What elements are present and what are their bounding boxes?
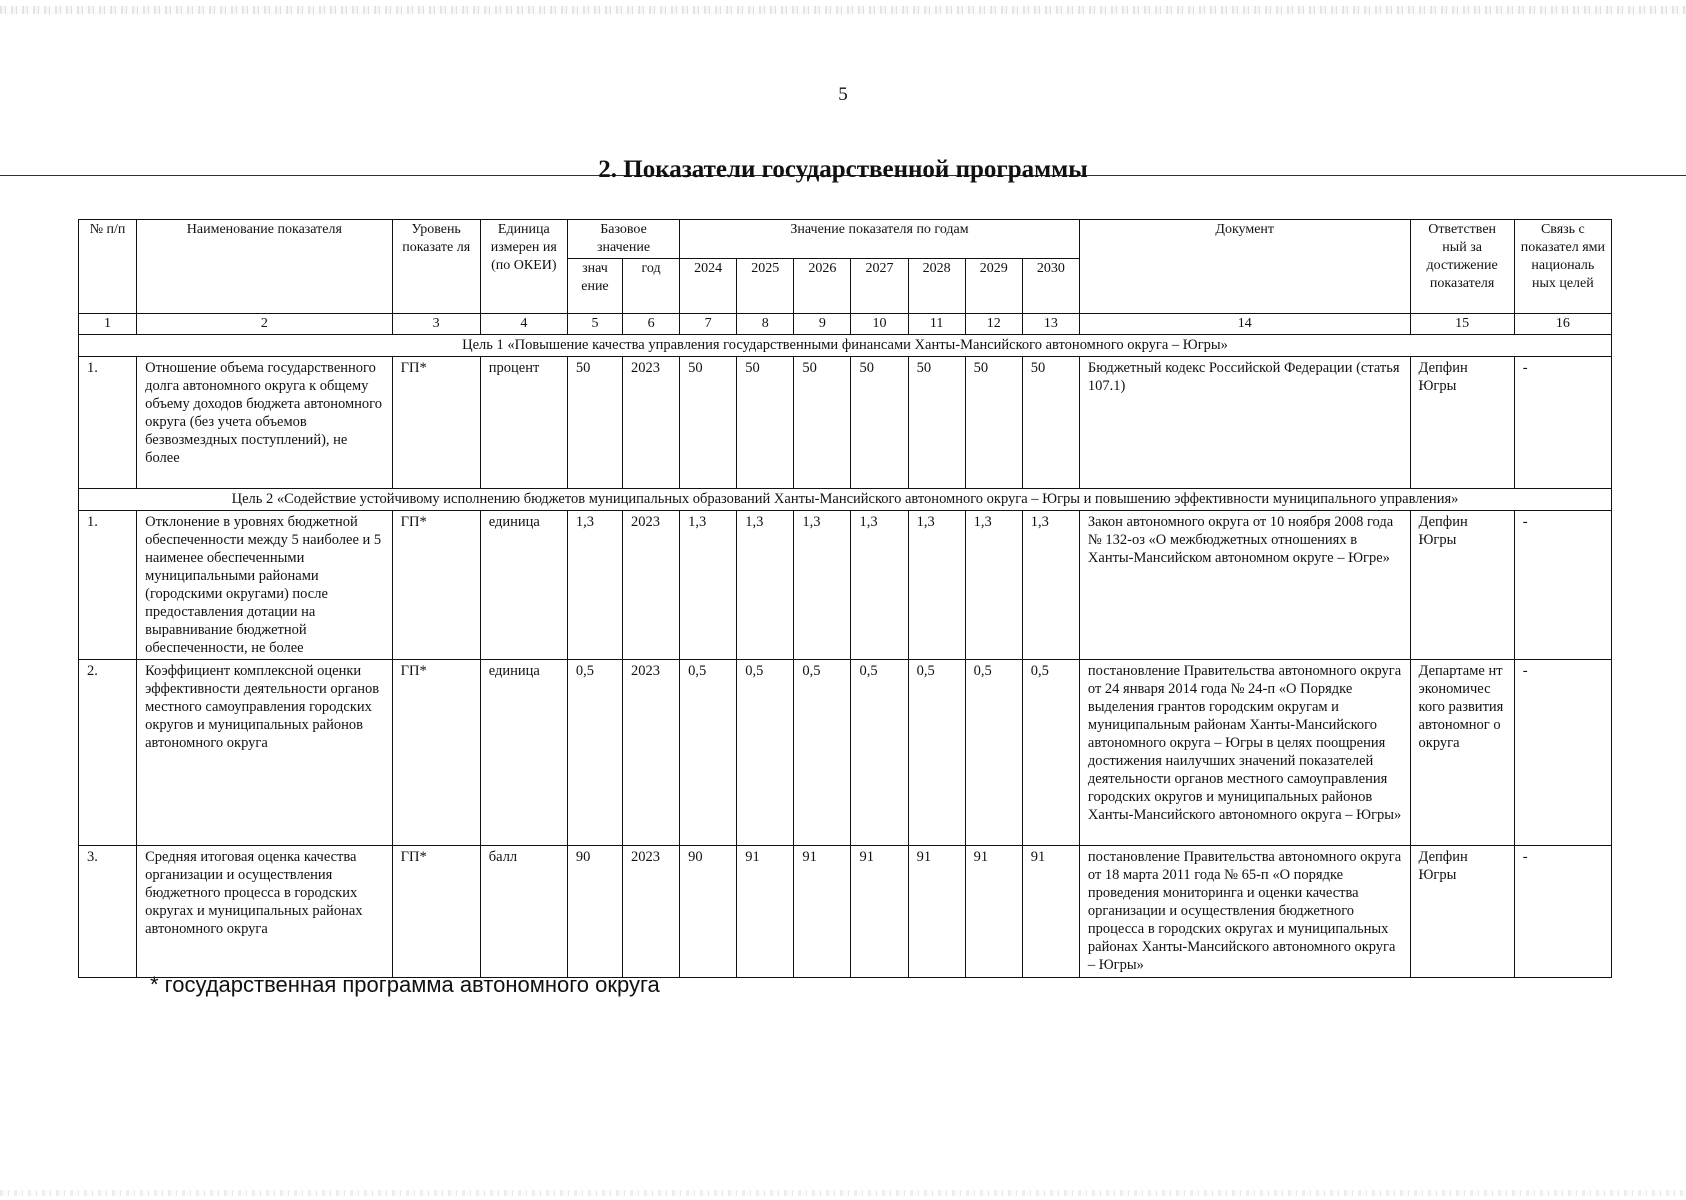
- header-row-1: [79, 220, 1612, 259]
- column-number: 14: [1079, 314, 1410, 335]
- year-value: 0,5: [965, 660, 1022, 846]
- year-value: 50: [737, 357, 794, 489]
- row-number: 2.: [79, 660, 137, 846]
- col-header-year: 2024: [680, 259, 737, 314]
- column-number: 4: [480, 314, 567, 335]
- year-value: 1,3: [908, 511, 965, 660]
- goal-row: [79, 335, 1612, 357]
- base-value: 0,5: [567, 660, 622, 846]
- year-value: 1,3: [737, 511, 794, 660]
- year-value: 50: [680, 357, 737, 489]
- indicators-table: [78, 219, 1612, 978]
- scan-edge-top: [0, 6, 1686, 14]
- year-value: 0,5: [1022, 660, 1079, 846]
- page-title: 2. Показатели государственной программы: [598, 156, 1088, 183]
- indicator-unit: единица: [480, 511, 567, 660]
- year-value: 91: [851, 846, 908, 978]
- year-value: 0,5: [908, 660, 965, 846]
- footnote: * государственная программа автономного округа: [150, 972, 660, 997]
- col-header-year: 2025: [737, 259, 794, 314]
- year-value: 1,3: [794, 511, 851, 660]
- indicator-level: ГП*: [392, 660, 480, 846]
- indicator-level: ГП*: [392, 511, 480, 660]
- indicator-link: -: [1514, 511, 1611, 660]
- indicator-level: ГП*: [392, 357, 480, 489]
- column-number: 2: [137, 314, 392, 335]
- goal-row: [79, 489, 1612, 511]
- col-header-no: № п/п: [79, 220, 137, 314]
- page-number: 5: [838, 84, 848, 105]
- indicator-responsible: Депфин Югры: [1410, 357, 1514, 489]
- col-header-level: Уровень показате ля: [392, 220, 480, 314]
- year-value: 91: [737, 846, 794, 978]
- column-number: 13: [1022, 314, 1079, 335]
- indicator-name: Средняя итоговая оценка качества организации и осуществления бюджетного процесса в городских округах и муниципальных районах автономного округа: [137, 846, 392, 978]
- col-header-year: 2030: [1022, 259, 1079, 314]
- col-header-name: Наименование показателя: [137, 220, 392, 314]
- base-year: 2023: [623, 357, 680, 489]
- year-value: 91: [1022, 846, 1079, 978]
- indicator-unit: единица: [480, 660, 567, 846]
- year-value: 1,3: [851, 511, 908, 660]
- table-row: [79, 511, 1612, 660]
- year-value: 91: [794, 846, 851, 978]
- table-row: [79, 846, 1612, 978]
- column-number: 6: [623, 314, 680, 335]
- year-value: 1,3: [965, 511, 1022, 660]
- goal-title: Цель 1 «Повышение качества управления государственными финансами Ханты-Мансийского автономного округа – Югры»: [79, 335, 1612, 357]
- year-value: 50: [794, 357, 851, 489]
- indicator-document: Бюджетный кодекс Российской Федерации (статья 107.1): [1079, 357, 1410, 489]
- col-header-link: Связь с показател ями националь ных целей: [1514, 220, 1611, 314]
- indicator-document: постановление Правительства автономного округа от 18 марта 2011 года № 65-п «О порядке проведения мониторинга и оценки качества организации и осуществления бюджетного процесса в городских округах и муниципальных районах Ханты-Мансийского автономного округа – Югры»: [1079, 846, 1410, 978]
- indicator-name: Отклонение в уровнях бюджетной обеспеченности между 5 наиболее и 5 наименее обеспеченными муниципальными районами (городскими округами) после предоставления дотации на выравнивание бюджетной обеспеченности, не более: [137, 511, 392, 660]
- base-value: 1,3: [567, 511, 622, 660]
- row-number: 1.: [79, 511, 137, 660]
- column-number: 12: [965, 314, 1022, 335]
- goal-title: Цель 2 «Содействие устойчивому исполнению бюджетов муниципальных образований Ханты-Мансийского автономного округа – Югры и повышению эффективности муниципального управления»: [79, 489, 1612, 511]
- year-value: 50: [908, 357, 965, 489]
- column-number: 10: [851, 314, 908, 335]
- column-number: 5: [567, 314, 622, 335]
- base-year: 2023: [623, 511, 680, 660]
- table-row: [79, 660, 1612, 846]
- column-number: 3: [392, 314, 480, 335]
- col-header-year: 2026: [794, 259, 851, 314]
- indicator-unit: балл: [480, 846, 567, 978]
- year-value: 91: [965, 846, 1022, 978]
- year-value: 50: [1022, 357, 1079, 489]
- indicator-responsible: Депфин Югры: [1410, 511, 1514, 660]
- indicator-responsible: Департаме нт экономичес кого развития автономног о округа: [1410, 660, 1514, 846]
- column-number: 1: [79, 314, 137, 335]
- column-number: 11: [908, 314, 965, 335]
- col-header-base-year: год: [623, 259, 680, 314]
- base-value: 50: [567, 357, 622, 489]
- year-value: 1,3: [680, 511, 737, 660]
- col-header-year: 2029: [965, 259, 1022, 314]
- col-header-base-value: знач ение: [567, 259, 622, 314]
- column-numbers-row: [79, 314, 1612, 335]
- column-number: 9: [794, 314, 851, 335]
- column-number: 8: [737, 314, 794, 335]
- col-header-document: Документ: [1079, 220, 1410, 314]
- col-header-year: 2028: [908, 259, 965, 314]
- column-number: 15: [1410, 314, 1514, 335]
- scan-edge-bottom: [0, 1190, 1686, 1196]
- indicator-document: постановление Правительства автономного округа от 24 января 2014 года № 24-п «О Порядке выделения грантов городским округам и муниципальным районам Ханты-Мансийского автономного округа – Югры в целях поощрения достижения наилучших значений показателей деятельности органов местного самоуправления городских округов и муниципальных районов Ханты-Мансийского автономного округа – Югры»: [1079, 660, 1410, 846]
- col-header-years-group: Значение показателя по годам: [680, 220, 1080, 259]
- year-value: 0,5: [680, 660, 737, 846]
- indicator-level: ГП*: [392, 846, 480, 978]
- indicator-document: Закон автономного округа от 10 ноября 2008 года № 132-оз «О межбюджетных отношениях в Ханты-Мансийском автономном округе – Югре»: [1079, 511, 1410, 660]
- year-value: 50: [965, 357, 1022, 489]
- column-number: 7: [680, 314, 737, 335]
- year-value: 0,5: [851, 660, 908, 846]
- year-value: 91: [908, 846, 965, 978]
- year-value: 50: [851, 357, 908, 489]
- year-value: 0,5: [737, 660, 794, 846]
- row-number: 3.: [79, 846, 137, 978]
- year-value: 0,5: [794, 660, 851, 846]
- year-value: 90: [680, 846, 737, 978]
- indicator-link: -: [1514, 660, 1611, 846]
- base-year: 2023: [623, 660, 680, 846]
- table-row: [79, 357, 1612, 489]
- column-number: 16: [1514, 314, 1611, 335]
- indicator-link: -: [1514, 846, 1611, 978]
- row-number: 1.: [79, 357, 137, 489]
- col-header-base-group: Базовое значение: [567, 220, 679, 259]
- base-year: 2023: [623, 846, 680, 978]
- indicator-name: Отношение объема государственного долга автономного округа к общему объему доходов бюджета автономного округа (без учета объемов безвозмездных поступлений), не более: [137, 357, 392, 489]
- base-value: 90: [567, 846, 622, 978]
- col-header-responsible: Ответствен ный за достижение показателя: [1410, 220, 1514, 314]
- col-header-year: 2027: [851, 259, 908, 314]
- col-header-unit: Единица измерен ия (по ОКЕИ): [480, 220, 567, 314]
- indicator-name: Коэффициент комплексной оценки эффективности деятельности органов местного самоуправления городских округов и муниципальных районов автономного округа: [137, 660, 392, 846]
- indicator-unit: процент: [480, 357, 567, 489]
- indicator-link: -: [1514, 357, 1611, 489]
- year-value: 1,3: [1022, 511, 1079, 660]
- indicator-responsible: Депфин Югры: [1410, 846, 1514, 978]
